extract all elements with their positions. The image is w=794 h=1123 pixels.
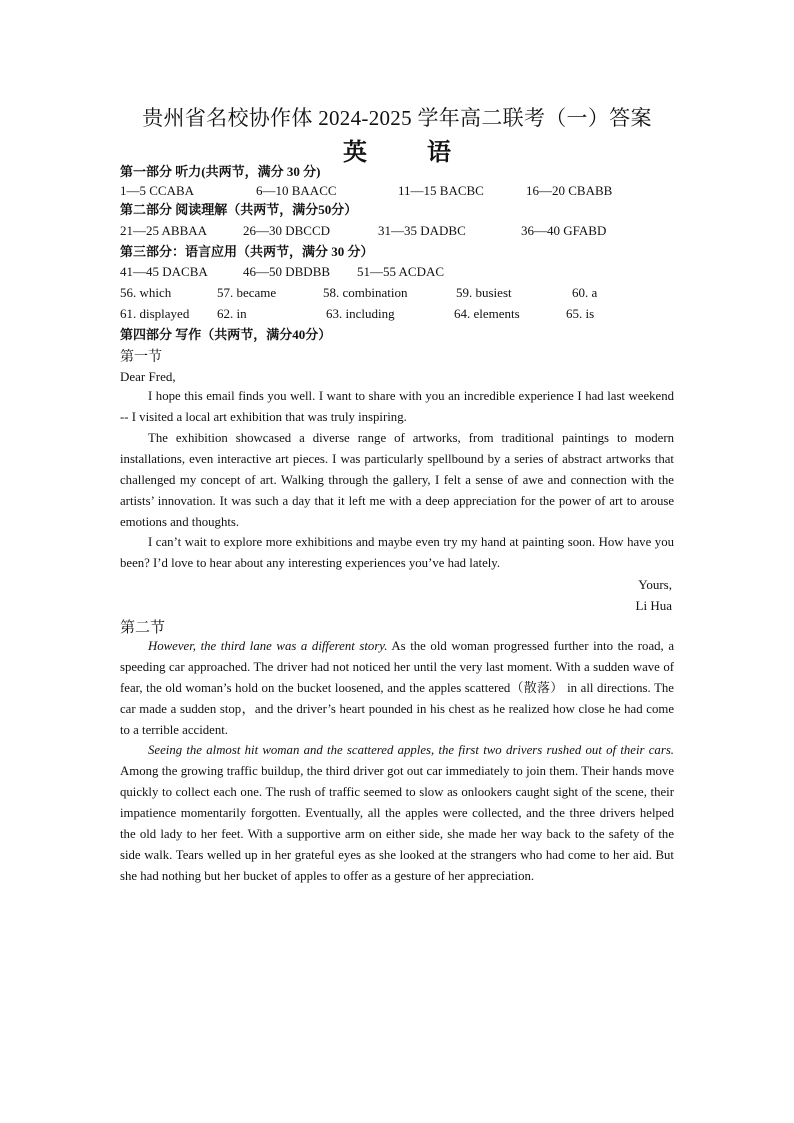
- part3-answer-65: 65. is: [566, 306, 595, 321]
- part3-answer-1: 41—45 DACBA: [120, 264, 208, 279]
- subject-char-2: 语: [427, 140, 451, 166]
- letter-paragraph-2: The exhibition showcased a diverse range of artworks, from traditional paintings to modern installations, even interactive art pieces. I was particularly spellbound by a series of abstract artworks that challenged my concept of art. Walking through the gallery, I felt a sense of awe and connection with the artists’ innovation. It was such a day that it left me with a deep appreciation for the power of art to arouse emotions and thoughts.: [120, 431, 674, 529]
- story-paragraph-1: [120, 636, 674, 741]
- letter-signature: Li Hua: [635, 598, 672, 613]
- part2-answer-1: 21—25 ABBAA: [120, 223, 208, 238]
- letter-greeting: Dear Fred,: [120, 369, 176, 384]
- part2-answer-3: 31—35 DADBC: [378, 223, 466, 238]
- story-paragraph-1-body: As the old woman progressed further into the road, a speeding car approached. The driver had not noticed her until the very last moment. With a sudden wave of fear, the old woman’s hold on the bucket loosened, and the apples scattered（散落） in all directions. The car made a sudden stop，and the driver’s heart pounded in his chest as he realized how close he had come to a terrible accident.: [120, 639, 675, 737]
- part3-answer-56: 56. which: [120, 285, 172, 300]
- page-title: 贵州省名校协作体 2024-2025 学年高二联考（一）答案: [142, 106, 652, 130]
- part1-answer-4: 16—20 CBABB: [526, 183, 613, 198]
- part3-answer-60: 60. a: [572, 285, 598, 300]
- subject-heading: [0, 132, 794, 167]
- part2-answer-2: 26—30 DBCCD: [243, 223, 331, 238]
- part3-answer-64: 64. elements: [454, 306, 520, 321]
- part3-answer-57: 57. became: [217, 285, 277, 300]
- part3-answer-2: 46—50 DBDBB: [243, 264, 331, 279]
- part3-answer-62: 62. in: [217, 306, 247, 321]
- part3-answer-63: 63. including: [326, 306, 395, 321]
- section-1-label: 第一节: [120, 350, 162, 365]
- story-paragraph-2: [120, 740, 674, 887]
- letter-paragraph-1: I hope this email finds you well. I want to share with you an incredible experience I had last weekend -- I visited a local art exhibition that was truly inspiring.: [120, 389, 674, 424]
- part3-answer-59: 59. busiest: [456, 285, 512, 300]
- part1-answer-1: 1—5 CCABA: [120, 183, 195, 198]
- part1-heading: 第一部分 听力(共两节，满分 30 分): [120, 164, 321, 179]
- subject-char-1: 英: [343, 140, 367, 166]
- part2-heading: 第二部分 阅读理解（共两节，满分50分）: [120, 202, 358, 217]
- part1-answer-2: 6—10 BAACC: [256, 183, 337, 198]
- part4-heading: 第四部分 写作（共两节，满分40分）: [120, 327, 332, 342]
- part1-answer-3: 11—15 BACBC: [398, 183, 484, 198]
- section-2-label: 第二节: [120, 620, 166, 636]
- story-paragraph-2-lead: Seeing the almost hit woman and the scattered apples, the first two drivers rushed out of their cars.: [148, 743, 674, 757]
- story-paragraph-1-lead: However, the third lane was a different story.: [148, 639, 388, 653]
- part2-answer-4: 36—40 GFABD: [521, 223, 607, 238]
- letter-closing: Yours,: [638, 577, 672, 592]
- part3-answer-3: 51—55 ACDAC: [357, 264, 445, 279]
- story-paragraph-2-body: Among the growing traffic buildup, the third driver got out car immediately to join them. Their hands move quickly to collect each one. The rush of traffic seemed to slow as onlookers caught sight of the scene, their impatience momentarily forgotten. Eventually, all the apples were collected, and the three drivers helped the old lady to her feet. With a supportive arm on either side, she made her way back to the safety of the side walk. Tears welled up in her grateful eyes as she looked at the strangers who had come to her aid. But she had nothing but her bucket of apples to offer as a gesture of her appreciation.: [120, 764, 674, 883]
- part3-answer-61: 61. displayed: [120, 306, 190, 321]
- part3-heading: 第三部分：语言应用（共两节，满分 30 分）: [120, 244, 374, 259]
- letter-paragraph-3: I can’t wait to explore more exhibitions and maybe even try my hand at painting soon. How have you been? I’d love to hear about any interesting experiences you’ve had lately.: [120, 535, 674, 570]
- part3-answer-58: 58. combination: [323, 285, 408, 300]
